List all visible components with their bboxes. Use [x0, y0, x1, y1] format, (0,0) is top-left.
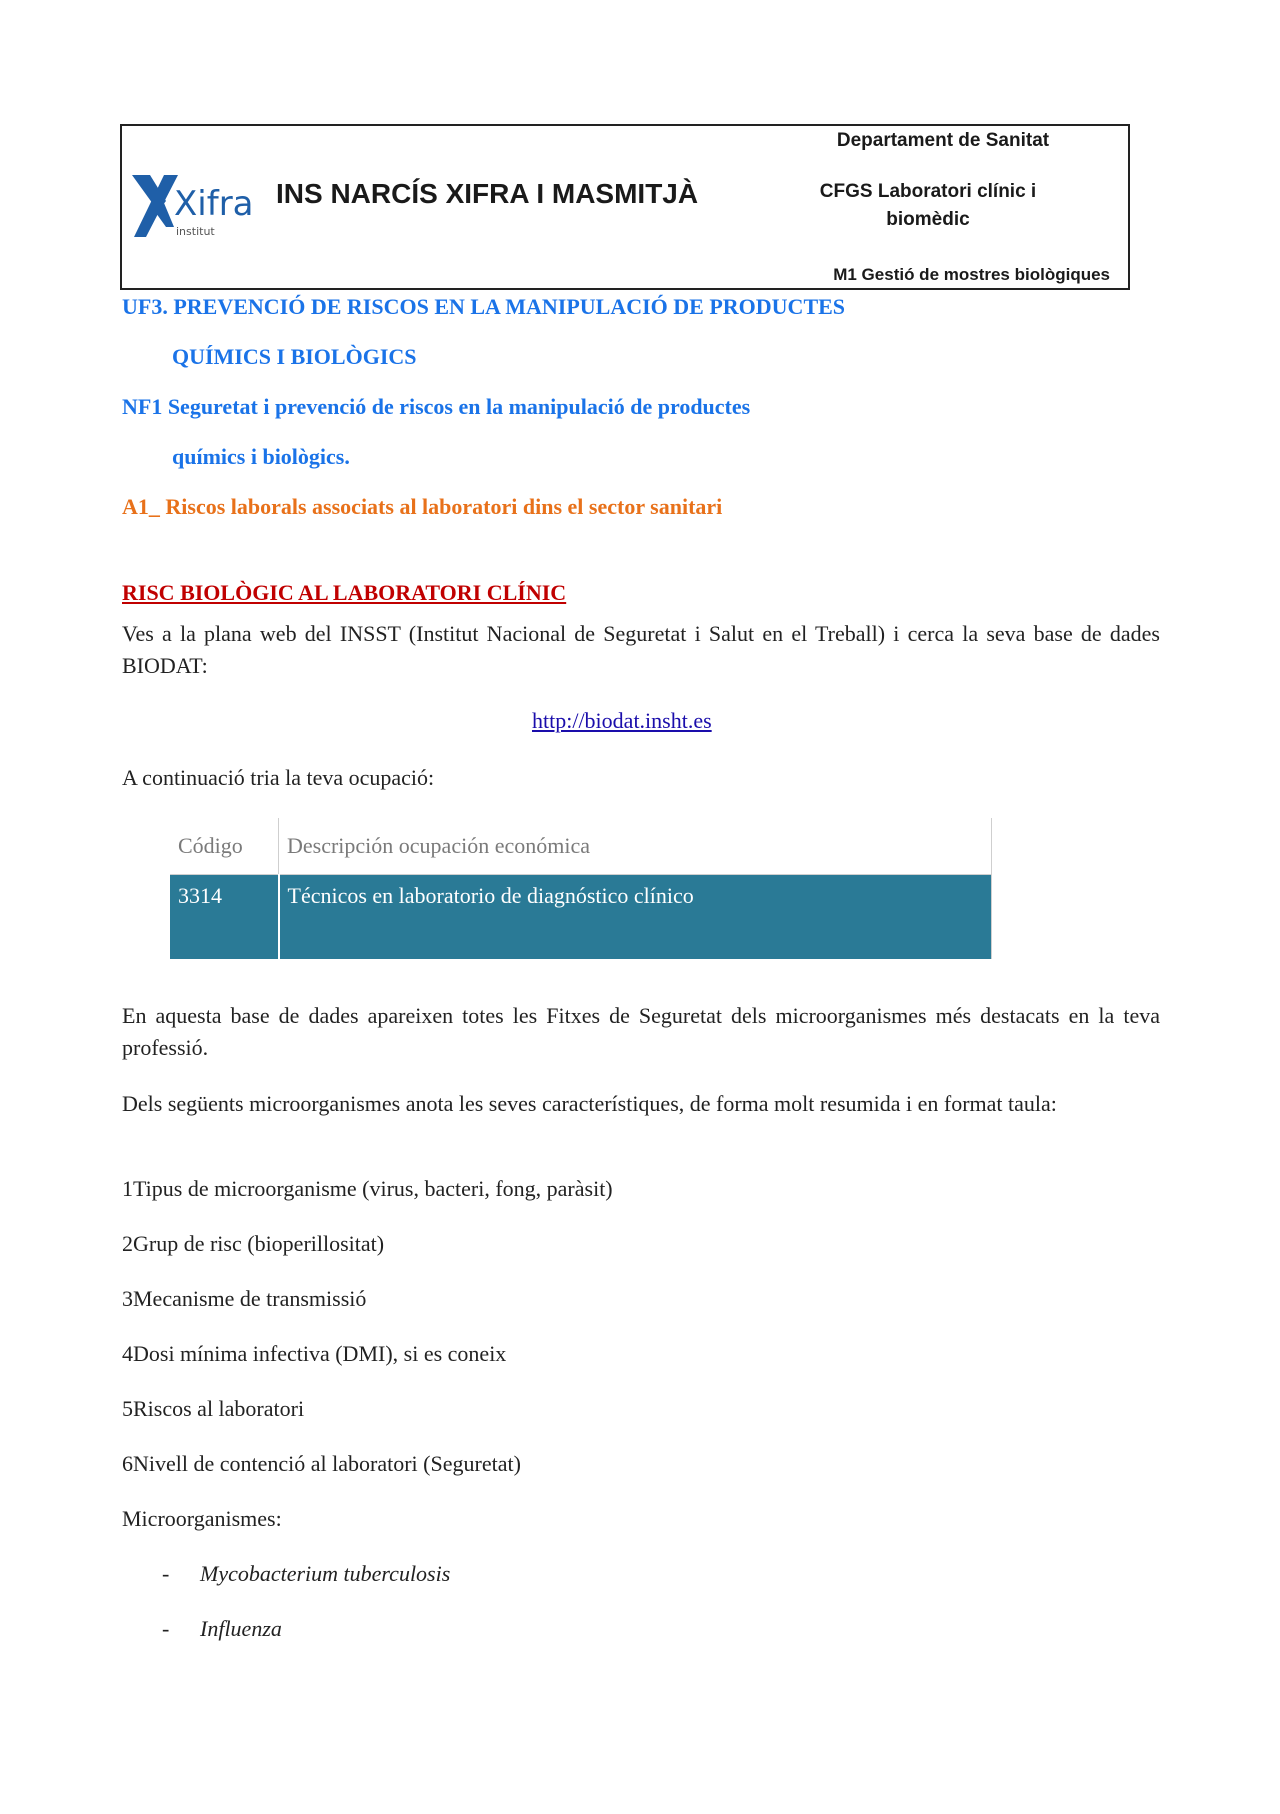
microorganisms-label: Microorganismes: — [122, 1506, 282, 1531]
biodat-link[interactable]: http://biodat.insht.es — [532, 708, 712, 733]
database-paragraph: En aquesta base de dades apareixen totes les Fitxes de Seguretat dels microorganismes més destacats en la teva professió. — [122, 1003, 1160, 1060]
microorganism-item: Influenza — [200, 1616, 282, 1641]
document-header — [120, 124, 1130, 290]
intro-paragraph: Ves a la plana web del INSST (Institut Nacional de Seguretat i Salut en el Treball) i cerca la seva base de dades BIODAT: — [122, 621, 1160, 678]
logo-text: Xifra — [174, 184, 254, 224]
choose-occupation-text: A continuació tria la teva ocupació: — [122, 765, 435, 790]
cfgs-title — [778, 178, 1078, 234]
list-item: 4Dosi mínima infectiva (DMI), si es coneix — [122, 1341, 507, 1366]
bullet-dash: - — [162, 1616, 170, 1641]
nf1-heading-line1: NF1 Seguretat i prevenció de riscos en la manipulació de productes — [122, 394, 751, 419]
bullet-dash: - — [162, 1561, 170, 1586]
table-header-row — [170, 818, 992, 875]
microorganism-item: Mycobacterium tuberculosis — [200, 1561, 451, 1586]
logo-subtext: institut — [176, 225, 215, 238]
module-name: M1 Gestió de mostres biològiques — [833, 265, 1110, 284]
cfgs-line-1: CFGS Laboratori clínic i — [819, 181, 1037, 202]
uf3-heading-line2: QUÍMICS I BIOLÒGICS — [172, 344, 417, 369]
list-item: 6Nivell de contenció al laboratori (Seguretat) — [122, 1451, 521, 1476]
occupation-table — [170, 818, 992, 959]
xifra-logo — [128, 171, 254, 241]
instructions-paragraph: Dels següents microorganismes anota les seves característiques, de forma molt resumida i en format taula: — [122, 1091, 1057, 1116]
school-name: INS NARCÍS XIFRA I MASMITJÀ — [276, 178, 699, 209]
cfgs-line-2: biomèdic — [886, 209, 970, 230]
cell-code: 3314 — [170, 875, 279, 960]
list-item: 5Riscos al laboratori — [122, 1396, 305, 1421]
nf1-heading-line2: químics i biològics. — [172, 444, 350, 469]
cell-description: Técnicos en laboratorio de diagnóstico clínico — [279, 875, 992, 960]
section-title: RISC BIOLÒGIC AL LABORATORI CLÍNIC — [122, 580, 567, 605]
list-item: 1Tipus de microorganisme (virus, bacteri, fong, paràsit) — [122, 1176, 613, 1201]
department: Departament de Sanitat — [836, 130, 1050, 151]
list-item: 3Mecanisme de transmissió — [122, 1286, 367, 1311]
table-row[interactable] — [170, 875, 992, 960]
list-item: 2Grup de risc (bioperillositat) — [122, 1231, 385, 1256]
a1-heading: A1_ Riscos laborals associats al laboratori dins el sector sanitari — [122, 494, 723, 519]
column-header-description: Descripción ocupación económica — [279, 818, 992, 875]
column-header-code: Código — [170, 818, 279, 875]
uf3-heading-line1: UF3. PREVENCIÓ DE RISCOS EN LA MANIPULACIÓ DE PRODUCTES — [122, 294, 846, 319]
